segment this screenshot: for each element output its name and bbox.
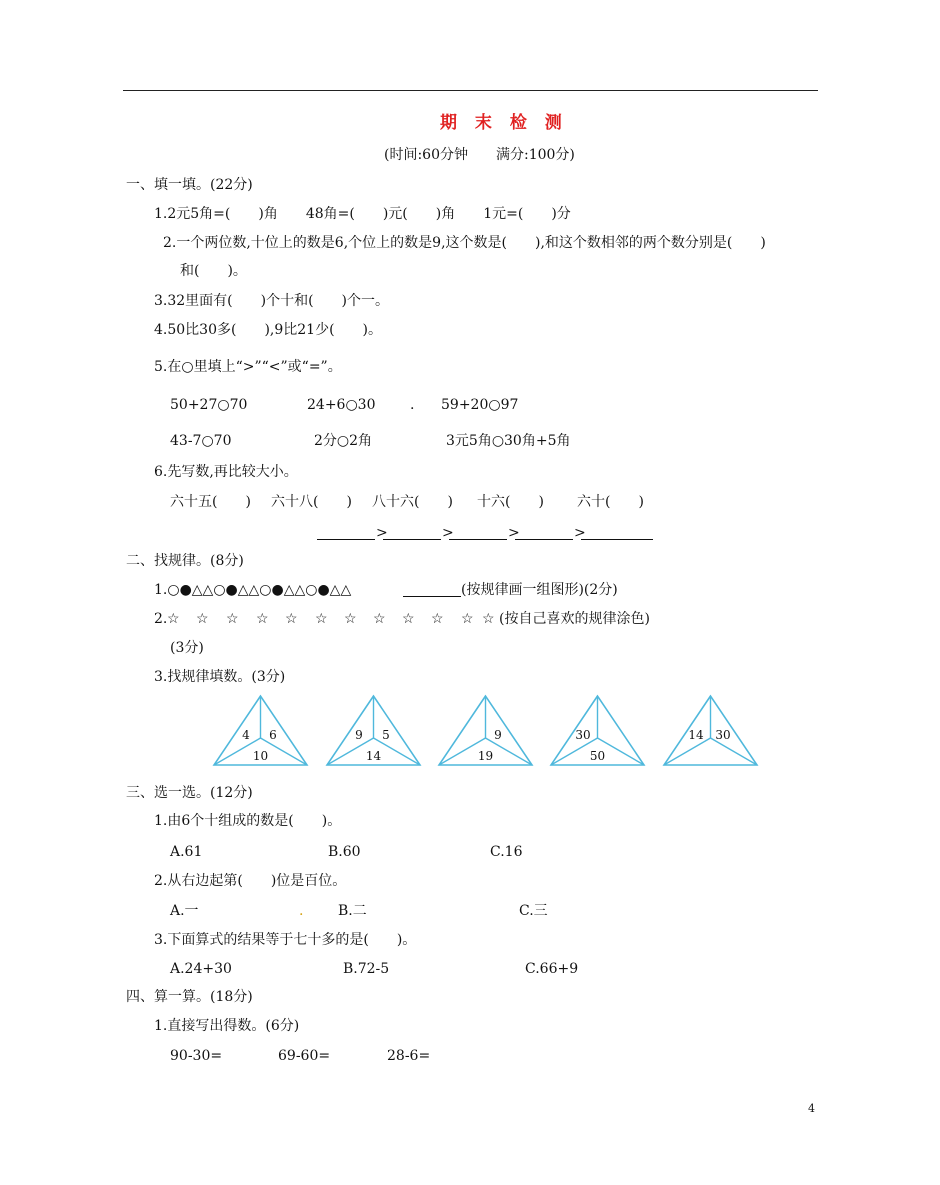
compare-item: 59+20○97 (441, 397, 519, 413)
compare-item: 50+27○70 (170, 397, 248, 413)
number-triangle (325, 694, 422, 768)
answer-blank[interactable] (581, 539, 653, 540)
number-triangle (549, 694, 646, 768)
answer-blank[interactable] (317, 539, 375, 540)
option-a[interactable]: A.一 (170, 903, 199, 919)
section-4-heading: 四、算一算。(18分) (126, 989, 253, 1005)
shape-pattern: 1.○●△△○●△△○●△△○●△△ (154, 582, 352, 598)
page-title: 期 末 检 测 (440, 113, 568, 133)
triangle-left-number: 4 (242, 728, 250, 742)
question-1-4: 4.50比30多( ),9比21少( )。 (154, 322, 383, 338)
greater-than-sign: > (508, 525, 520, 541)
stray-dot: . (410, 397, 415, 413)
question-1-1: 1.2元5角=( )角 48角=( )元( )角 1元=( )分 (154, 206, 571, 222)
question-2-2-score: (3分) (170, 640, 204, 656)
triangle-bottom-number: 50 (589, 749, 606, 763)
answer-blank[interactable] (403, 596, 461, 597)
question-1-2-line1: 2.一个两位数,十位上的数是6,个位上的数是9,这个数是( ),和这个数相邻的两个数分别是( ) (163, 235, 766, 251)
triangle-left-number: 14 (688, 728, 704, 742)
greater-than-sign: > (574, 525, 586, 541)
section-1-heading: 一、填一填。(22分) (126, 177, 253, 193)
question-2-2-prefix: 2. (154, 611, 168, 627)
number-triangle (662, 694, 759, 768)
compare-item: 24+6○30 (307, 397, 376, 413)
star-icon[interactable]: ☆ (226, 611, 239, 627)
question-3-1: 1.由6个十组成的数是( )。 (154, 813, 342, 829)
question-2-2-note: (按自己喜欢的规律涂色) (499, 611, 650, 627)
question-2-1-note: (按规律画一组图形)(2分) (461, 582, 618, 598)
section-3-heading: 三、选一选。(12分) (126, 785, 253, 801)
star-icon[interactable]: ☆ (285, 611, 298, 627)
option-c[interactable]: C.66+9 (525, 961, 579, 977)
option-b[interactable]: B.二 (338, 903, 367, 919)
number-word-item: 六十五( ) (170, 494, 251, 510)
option-b[interactable]: B.72-5 (343, 961, 390, 977)
number-triangle (212, 694, 309, 768)
greater-than-sign: > (376, 525, 388, 541)
question-3-2: 2.从右边起第( )位是百位。 (154, 873, 347, 889)
answer-blank[interactable] (449, 539, 507, 540)
triangle-bottom-number: 14 (365, 749, 382, 763)
triangle-right-number: 9 (494, 728, 502, 742)
question-1-6: 6.先写数,再比较大小。 (154, 464, 298, 480)
triangle-bottom-number: 10 (252, 749, 269, 763)
page-number: 4 (808, 1102, 815, 1115)
answer-blank[interactable] (383, 539, 441, 540)
question-3-3: 3.下面算式的结果等于七十多的是( )。 (154, 932, 417, 948)
question-2-3: 3.找规律填数。(3分) (154, 669, 286, 685)
triangle-bottom-number: 19 (477, 749, 494, 763)
number-word-item: 十六( ) (477, 494, 544, 510)
star-icon[interactable]: ☆ (402, 611, 415, 627)
question-1-2-line2: 和( )。 (180, 263, 247, 279)
compare-item: 3元5角○30角+5角 (446, 433, 571, 449)
option-b[interactable]: B.60 (328, 844, 361, 860)
calc-item: 90-30= (170, 1048, 223, 1064)
number-triangle (437, 694, 534, 768)
star-icon[interactable]: ☆ (431, 611, 444, 627)
stray-dot: . (299, 903, 304, 919)
header-rule (123, 90, 818, 91)
triangle-right-number: 30 (715, 728, 731, 742)
option-a[interactable]: A.24+30 (170, 961, 232, 977)
star-icon[interactable]: ☆ (256, 611, 269, 627)
calc-item: 28-6= (387, 1048, 431, 1064)
star-icon[interactable]: ☆ (196, 611, 209, 627)
calc-item: 69-60= (278, 1048, 331, 1064)
compare-item: 2分○2角 (314, 433, 373, 449)
star-icon[interactable]: ☆ (344, 611, 357, 627)
option-c[interactable]: C.三 (519, 903, 548, 919)
number-word-item: 六十八( ) (271, 494, 352, 510)
number-word-item: 八十六( ) (372, 494, 453, 510)
number-word-item: 六十( ) (577, 494, 644, 510)
star-icon[interactable]: ☆ (315, 611, 328, 627)
triangle-right-number: 5 (382, 728, 390, 742)
greater-than-sign: > (442, 525, 454, 541)
question-1-3: 3.32里面有( )个十和( )个一。 (154, 293, 390, 309)
question-4-1: 1.直接写出得数。(6分) (154, 1018, 300, 1034)
star-icon[interactable]: ☆ (373, 611, 386, 627)
exam-info: (时间:60分钟 满分:100分) (384, 147, 575, 163)
question-1-5: 5.在○里填上“>”“<”或“=”。 (154, 359, 342, 375)
star-icon[interactable]: ☆ (461, 611, 474, 627)
triangle-right-number: 6 (269, 728, 277, 742)
answer-blank[interactable] (515, 539, 573, 540)
option-a[interactable]: A.61 (170, 844, 203, 860)
section-2-heading: 二、找规律。(8分) (126, 553, 244, 569)
compare-item: 43-7○70 (170, 433, 232, 449)
star-icon[interactable]: ☆ (482, 611, 495, 627)
star-icon[interactable]: ☆ (167, 611, 180, 627)
triangle-left-number: 9 (355, 728, 363, 742)
option-c[interactable]: C.16 (490, 844, 523, 860)
triangle-left-number: 30 (575, 728, 591, 742)
